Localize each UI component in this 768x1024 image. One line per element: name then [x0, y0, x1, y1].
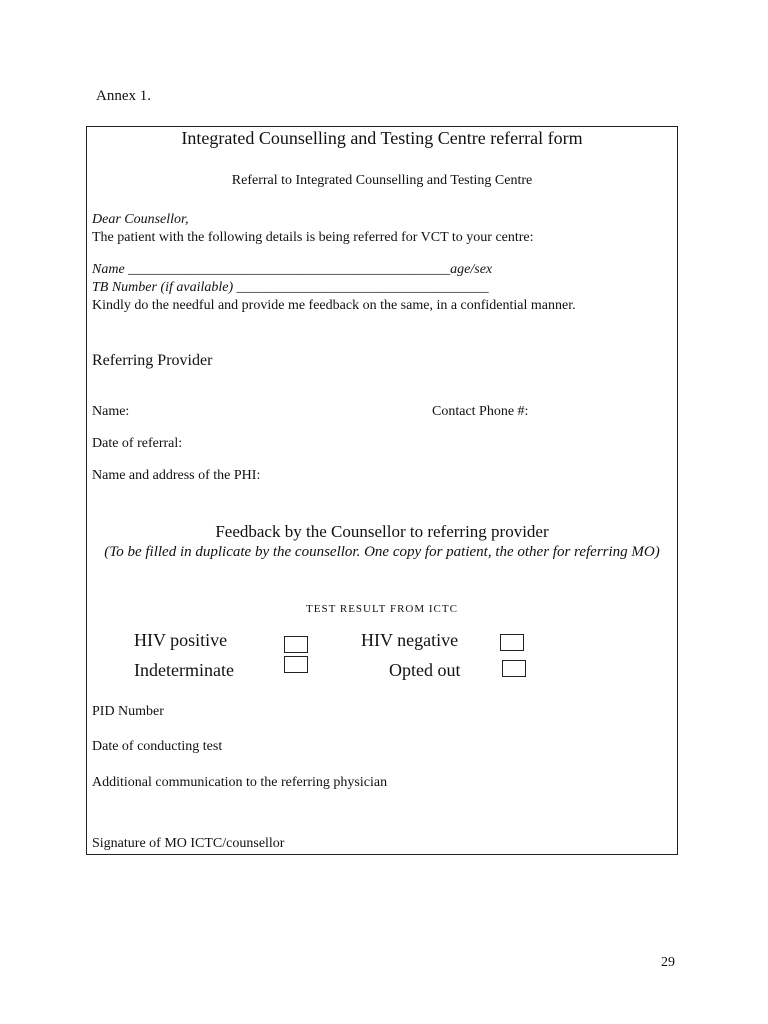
patient-name-line: Name ______________________________________________age/sex: [92, 262, 493, 277]
feedback-heading: Feedback by the Counsellor to referring provider: [215, 522, 549, 541]
opted-out-checkbox[interactable]: [502, 660, 526, 677]
greeting: Dear Counsellor,: [92, 212, 189, 227]
additional-communication-label: Additional communication to the referring physician: [92, 775, 388, 790]
pid-number-label: PID Number: [92, 704, 164, 719]
hiv-positive-label: HIV positive: [134, 630, 228, 650]
annex-label: Annex 1.: [96, 88, 151, 104]
date-of-referral-label: Date of referral:: [92, 436, 183, 451]
tb-number-line: TB Number (if available) ____________________________________: [92, 280, 489, 295]
referring-provider-heading: Referring Provider: [92, 352, 213, 369]
intro-text: The patient with the following details is being referred for VCT to your centre:: [92, 230, 534, 245]
hiv-negative-checkbox[interactable]: [500, 634, 524, 651]
page-number: 29: [661, 955, 675, 970]
indeterminate-checkbox[interactable]: [284, 656, 308, 673]
feedback-note: (To be filled in duplicate by the counsellor. One copy for patient, the other for referring MO): [104, 544, 660, 560]
form-title: Integrated Counselling and Testing Centre referral form: [181, 128, 583, 148]
provider-name-label: Name:: [92, 404, 130, 419]
request-text: Kindly do the needful and provide me feedback on the same, in a confidential manner.: [92, 298, 576, 313]
hiv-positive-checkbox[interactable]: [284, 636, 308, 653]
test-date-label: Date of conducting test: [92, 739, 223, 754]
test-result-heading: TEST RESULT FROM ICTC: [306, 603, 458, 615]
signature-label: Signature of MO ICTC/counsellor: [92, 836, 285, 851]
phi-label: Name and address of the PHI:: [92, 468, 261, 483]
form-subtitle: Referral to Integrated Counselling and Testing Centre: [231, 173, 533, 188]
contact-phone-label: Contact Phone #:: [432, 404, 529, 419]
hiv-negative-label: HIV negative: [361, 630, 459, 650]
opted-out-label: Opted out: [389, 660, 461, 680]
indeterminate-label: Indeterminate: [134, 660, 234, 680]
